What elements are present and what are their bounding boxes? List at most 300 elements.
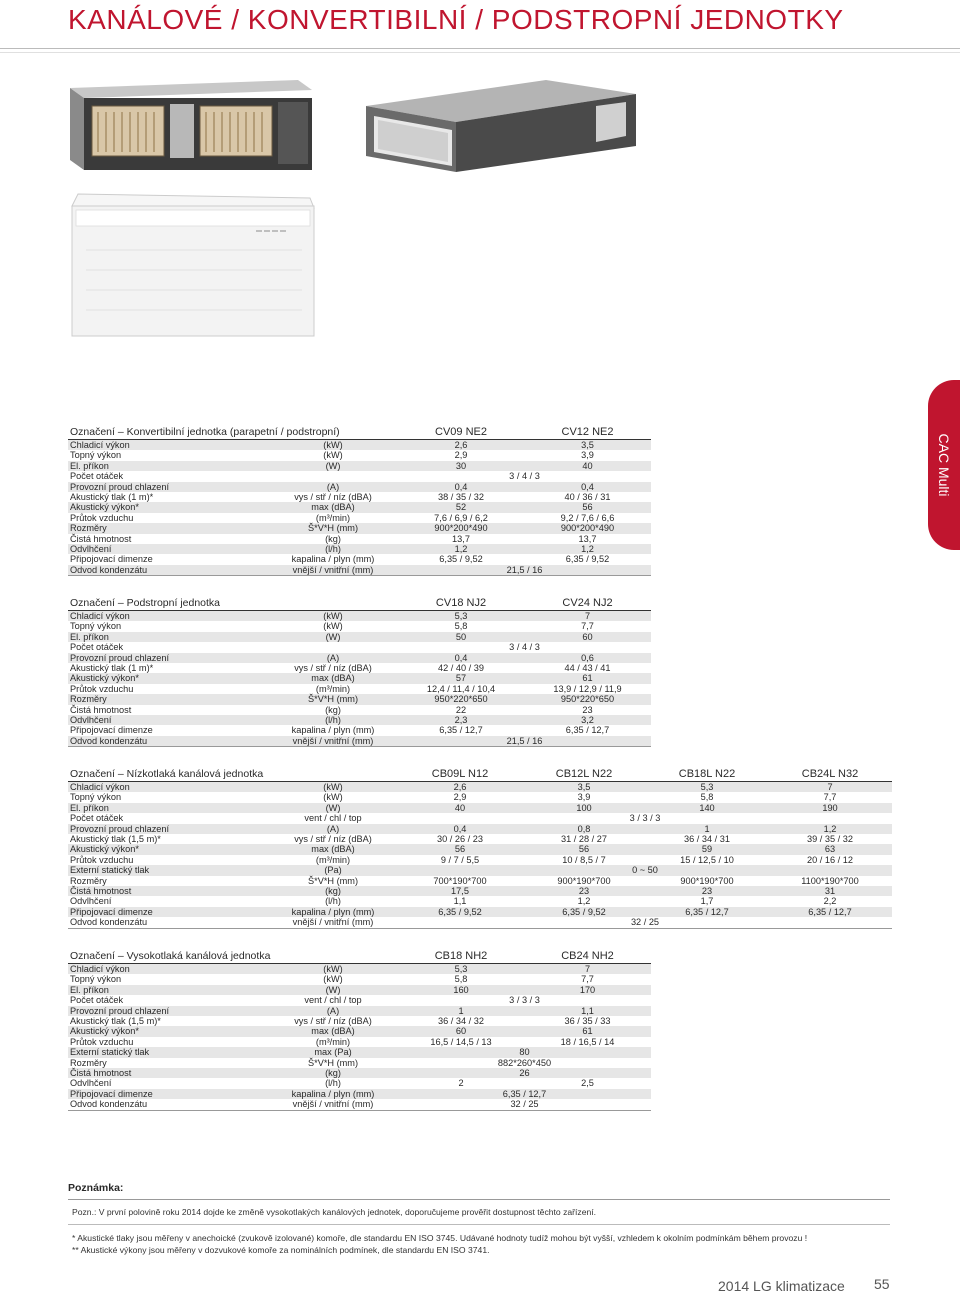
row-unit: (W) xyxy=(268,632,398,642)
table-row xyxy=(68,1058,651,1068)
row-label: Chladicí výkon xyxy=(68,964,268,975)
row-value: 5,3 xyxy=(398,964,524,975)
table-row xyxy=(68,684,651,694)
row-label: Akustický tlak (1 m)* xyxy=(70,492,154,503)
row-value: 0,4 xyxy=(398,482,524,492)
row-unit: (kW) xyxy=(268,964,398,975)
table-row xyxy=(68,523,651,533)
row-value: 36 / 34 / 32 xyxy=(438,1016,484,1027)
row-value: 5,3 xyxy=(398,611,524,622)
row-value: 7 xyxy=(524,964,651,975)
row-value: 900*200*490 xyxy=(398,523,524,533)
row-value: 1 xyxy=(646,824,768,834)
model-name: CV24 NJ2 xyxy=(524,597,651,611)
row-label: Akustický výkon* xyxy=(68,1026,268,1036)
row-value: 0,4 xyxy=(398,824,522,834)
row-value: 7,7 xyxy=(581,974,594,985)
title-divider xyxy=(0,48,960,49)
row-value: 42 / 40 / 39 xyxy=(438,663,484,674)
row-value: 36 / 35 / 33 xyxy=(564,1016,611,1027)
row-label: Počet otáček xyxy=(70,471,124,482)
table-row xyxy=(68,663,651,673)
row-label: Topný výkon xyxy=(70,450,122,461)
row-unit: vent / chl / top xyxy=(304,995,362,1006)
row-value: 3,9 xyxy=(581,450,594,461)
table-row xyxy=(68,673,651,683)
row-unit: Š*V*H (mm) xyxy=(268,694,398,704)
row-value: 6,35 / 9,52 xyxy=(522,907,646,917)
row-value: 17,5 xyxy=(398,886,522,896)
row-value: 1,1 xyxy=(524,1006,651,1016)
row-unit: vys / stř / níz (dBA) xyxy=(294,663,372,674)
row-unit: vys / stř / níz (dBA) xyxy=(294,1016,372,1027)
row-unit: (kg) xyxy=(325,533,341,544)
row-unit: kapalina / plyn (mm) xyxy=(291,725,375,736)
row-value: 10 / 8,5 / 7 xyxy=(562,854,606,865)
table-row xyxy=(68,632,651,642)
row-unit: (Pa) xyxy=(268,865,398,875)
row-value: 0 ~ 50 xyxy=(398,865,892,875)
row-value: 3,9 xyxy=(577,792,591,803)
row-value: 31 / 28 / 27 xyxy=(561,834,607,845)
row-value: 9 / 7 / 5,5 xyxy=(440,854,480,865)
row-label: Chladicí výkon xyxy=(68,611,268,622)
row-value: 13,9 / 12,9 / 11,9 xyxy=(553,683,622,694)
row-value: 32 / 25 xyxy=(398,1099,651,1110)
row-label: Rozměry xyxy=(70,875,107,886)
row-unit: (A) xyxy=(268,482,398,492)
table-header: Označení – Vysokotlaká kanálová jednotka xyxy=(70,950,271,962)
row-label: Odvlhčení xyxy=(68,715,268,725)
table-row xyxy=(68,705,651,715)
model-name: CB18L N22 xyxy=(646,768,768,782)
row-value: 2,2 xyxy=(823,896,837,907)
row-value: 23 xyxy=(582,704,593,715)
row-unit: max (dBA) xyxy=(268,1026,398,1036)
row-label: Průtok vzduchu xyxy=(70,854,134,865)
model-name: CB18 NH2 xyxy=(398,950,524,964)
row-value: 31 xyxy=(768,886,892,896)
row-label: Akustický tlak (1 m)* xyxy=(70,663,154,674)
row-value: 2,3 xyxy=(398,715,524,725)
row-value: 1,7 xyxy=(700,896,714,907)
table-row xyxy=(68,1099,651,1110)
row-value: 6,35 / 12,7 xyxy=(646,907,768,917)
row-value: 9,2 / 7,6 / 6,6 xyxy=(560,512,615,523)
row-value: 2,5 xyxy=(581,1078,594,1089)
table-row xyxy=(68,565,651,576)
row-label: Počet otáček xyxy=(70,642,124,653)
row-value: 6,35 / 9,52 xyxy=(439,554,483,565)
row-unit: (kW) xyxy=(323,621,343,632)
row-value: 140 xyxy=(646,803,768,813)
row-value: 2,6 xyxy=(398,782,522,793)
row-value: 30 / 26 / 23 xyxy=(437,834,483,845)
model-name: CB09L N12 xyxy=(398,768,522,782)
ducted-unit-image xyxy=(62,80,314,176)
table-row xyxy=(68,482,651,492)
row-value: 39 / 35 / 32 xyxy=(807,834,853,845)
page-number: 55 xyxy=(874,1276,890,1292)
row-value: 61 xyxy=(524,1026,651,1036)
row-label: Odvlhčení xyxy=(70,1078,112,1089)
row-label: El. příkon xyxy=(68,803,268,813)
row-value: 7 xyxy=(524,611,651,622)
row-unit: vys / stř / níz (dBA) xyxy=(294,834,372,845)
row-value: 5,3 xyxy=(646,782,768,793)
row-value: 23 xyxy=(522,886,646,896)
row-unit: vys / stř / níz (dBA) xyxy=(294,492,372,503)
table-row xyxy=(68,824,892,834)
row-label: Topný výkon xyxy=(70,621,122,632)
row-value: 57 xyxy=(398,673,524,683)
table-row xyxy=(68,782,892,793)
row-unit: (l/h) xyxy=(325,896,341,907)
table-row xyxy=(68,715,651,725)
title-divider-thin xyxy=(0,52,960,53)
row-unit: (m³/min) xyxy=(315,1036,351,1047)
footer-brand: 2014 LG klimatizace xyxy=(718,1278,845,1294)
row-label: Provozní proud chlazení xyxy=(68,482,268,492)
row-unit: (kW) xyxy=(323,792,343,803)
row-label: Počet otáček xyxy=(70,995,124,1006)
row-unit: (A) xyxy=(268,1006,398,1016)
row-unit: max (dBA) xyxy=(268,673,398,683)
row-value: 2,9 xyxy=(454,450,468,461)
row-value: 3 / 4 / 3 xyxy=(509,642,540,653)
table-row xyxy=(68,1016,651,1026)
row-label: Připojovací dimenze xyxy=(68,907,268,917)
row-value: 170 xyxy=(524,985,651,995)
row-unit: vent / chl / top xyxy=(304,813,362,824)
row-value: 0,4 xyxy=(398,653,524,663)
row-value: 7,6 / 6,9 / 6,2 xyxy=(434,512,488,523)
row-unit: (kW) xyxy=(268,782,398,793)
row-value: 190 xyxy=(768,803,892,813)
row-unit: (m³/min) xyxy=(315,512,351,523)
row-label: Čistá hmotnost xyxy=(68,1068,268,1078)
table-row xyxy=(68,694,651,704)
row-value: 40 / 36 / 31 xyxy=(564,492,611,503)
row-label: Akustický výkon* xyxy=(68,673,268,683)
table-row xyxy=(68,1089,651,1099)
row-unit: vnější / vnitřní (mm) xyxy=(268,736,398,747)
row-value: 5,8 xyxy=(700,792,714,803)
row-unit xyxy=(268,642,398,652)
model-name: CV12 NE2 xyxy=(524,426,651,440)
row-value: 6,35 / 12,7 xyxy=(768,907,892,917)
table-row xyxy=(68,544,651,554)
table-row xyxy=(68,554,651,564)
table-row xyxy=(68,917,892,928)
spec-table-low-pressure-duct xyxy=(68,768,892,929)
row-unit: (l/h) xyxy=(325,1078,341,1089)
row-label: Čistá hmotnost xyxy=(68,886,268,896)
page-title: KANÁLOVÉ / KONVERTIBILNÍ / PODSTROPNÍ JEDNOTKY xyxy=(68,4,844,35)
row-value: 882*260*450 xyxy=(497,1057,552,1068)
row-unit: max (dBA) xyxy=(268,844,398,854)
row-value: 7 xyxy=(768,782,892,793)
model-name: CB24 NH2 xyxy=(524,950,651,964)
row-value: 3 / 3 / 3 xyxy=(509,995,540,1006)
table-row xyxy=(68,985,651,995)
row-unit: (kg) xyxy=(325,704,341,715)
row-value: 950*220*650 xyxy=(524,694,651,704)
row-value: 160 xyxy=(398,985,524,995)
row-label: Průtok vzduchu xyxy=(70,512,134,523)
row-value: 6,35 / 12,7 xyxy=(398,1089,651,1099)
row-label: Chladicí výkon xyxy=(68,440,268,451)
table-row xyxy=(68,886,892,896)
row-label: Topný výkon xyxy=(70,792,122,803)
row-unit: vnější / vnitřní (mm) xyxy=(268,1099,398,1110)
row-value: 3,5 xyxy=(524,440,651,451)
row-value: 950*220*650 xyxy=(398,694,524,704)
table-row xyxy=(68,502,651,512)
row-value: 56 xyxy=(398,844,522,854)
row-value: 7,7 xyxy=(823,792,837,803)
table-row xyxy=(68,1068,651,1078)
row-unit: (kW) xyxy=(323,450,343,461)
row-value: 21,5 / 16 xyxy=(398,736,651,747)
table-row xyxy=(68,896,892,906)
table-row xyxy=(68,642,651,652)
table-row xyxy=(68,844,892,854)
model-name: CV09 NE2 xyxy=(398,426,524,440)
row-value: 15 / 12,5 / 10 xyxy=(680,854,734,865)
row-value: 2,6 xyxy=(398,440,524,451)
row-value: 3 / 3 / 3 xyxy=(629,813,661,824)
table-row xyxy=(68,876,892,886)
row-value: 1100*190*700 xyxy=(801,875,859,886)
row-label: Odvod kondenzátu xyxy=(68,1099,268,1110)
row-value: 700*190*700 xyxy=(433,875,487,886)
side-tab-label: CAC Multi xyxy=(936,433,952,497)
row-unit: vnější / vnitřní (mm) xyxy=(268,565,398,576)
row-label: Odvlhčení xyxy=(68,544,268,554)
table-row xyxy=(68,461,651,471)
row-value: 44 / 43 / 41 xyxy=(564,663,611,674)
row-label: Topný výkon xyxy=(70,974,122,985)
row-unit: (l/h) xyxy=(268,544,398,554)
table-row xyxy=(68,440,651,451)
spec-table-high-pressure-duct xyxy=(68,950,651,1111)
row-label: Rozměry xyxy=(68,523,268,533)
row-value: 26 xyxy=(398,1068,651,1078)
row-unit: vnější / vnitřní (mm) xyxy=(268,917,398,928)
row-value: 3,5 xyxy=(522,782,646,793)
row-value: 900*190*700 xyxy=(557,875,611,886)
table-row xyxy=(68,1006,651,1016)
spec-table-ceiling xyxy=(68,597,651,747)
model-name: CB12L N22 xyxy=(522,768,646,782)
row-value: 52 xyxy=(398,502,524,512)
table-row xyxy=(68,813,892,823)
table-row xyxy=(68,492,651,502)
row-unit: (A) xyxy=(268,824,398,834)
row-value: 61 xyxy=(524,673,651,683)
row-value: 6,35 / 9,52 xyxy=(565,554,610,565)
row-unit: (W) xyxy=(268,461,398,471)
row-value: 6,35 / 12,7 xyxy=(439,725,483,736)
table-row xyxy=(68,471,651,481)
row-label: Akustický výkon* xyxy=(68,844,268,854)
row-value: 6,35 / 9,52 xyxy=(398,907,522,917)
row-value: 60 xyxy=(398,1026,524,1036)
row-label: Připojovací dimenze xyxy=(68,1089,268,1099)
row-value: 900*200*490 xyxy=(524,523,651,533)
row-value: 18 / 16,5 / 14 xyxy=(560,1036,615,1047)
model-name: CV18 NJ2 xyxy=(398,597,524,611)
row-unit: max (dBA) xyxy=(268,502,398,512)
row-label: Průtok vzduchu xyxy=(70,1036,134,1047)
row-unit: (kW) xyxy=(323,974,343,985)
table-row xyxy=(68,834,892,844)
row-label: Akustický tlak (1,5 m)* xyxy=(70,834,161,845)
table-row xyxy=(68,792,892,802)
table-row xyxy=(68,1026,651,1036)
table-header: Označení – Podstropní jednotka xyxy=(68,597,268,611)
note-line: Pozn.: V první polovině roku 2014 dojde ke změně vysokotlakých kanálových jednotek, doporučujeme prověřit dostupnost těchto zařízení. xyxy=(72,1207,597,1217)
table-row xyxy=(68,653,651,663)
row-unit: (m³/min) xyxy=(315,854,351,865)
row-value: 23 xyxy=(646,886,768,896)
row-value: 0,4 xyxy=(524,482,651,492)
row-label: Odvod kondenzátu xyxy=(68,565,268,576)
table-row xyxy=(68,450,651,460)
row-value: 1,2 xyxy=(577,896,591,907)
table-row xyxy=(68,995,651,1005)
notes-divider xyxy=(68,1199,890,1200)
row-value: 2,9 xyxy=(453,792,467,803)
table-row xyxy=(68,736,651,747)
row-label: Akustický výkon* xyxy=(68,502,268,512)
table-row xyxy=(68,725,651,735)
row-unit: Š*V*H (mm) xyxy=(268,523,398,533)
row-value: 1,2 xyxy=(398,544,524,554)
row-value: 2 xyxy=(458,1078,464,1089)
row-unit: kapalina / plyn (mm) xyxy=(268,1089,398,1099)
row-label: Chladicí výkon xyxy=(68,782,268,793)
low-profile-duct-image xyxy=(356,76,638,184)
table-row xyxy=(68,1047,651,1057)
table-row xyxy=(68,513,651,523)
side-tab xyxy=(928,380,960,550)
table-row xyxy=(68,803,892,813)
row-value: 50 xyxy=(398,632,524,642)
notes-divider-2 xyxy=(68,1224,890,1225)
row-label: Čistá hmotnost xyxy=(70,704,132,715)
row-value: 22 xyxy=(455,704,467,715)
row-label: Externí statický tlak xyxy=(68,1047,268,1057)
row-unit: kapalina / plyn (mm) xyxy=(268,907,398,917)
table-row xyxy=(68,621,651,631)
row-value: 1,2 xyxy=(524,544,651,554)
row-value: 38 / 35 / 32 xyxy=(438,492,484,503)
row-label: Odvod kondenzátu xyxy=(68,736,268,747)
model-name: CB24L N32 xyxy=(768,768,892,782)
row-unit: (A) xyxy=(268,653,398,663)
spec-table-convertible xyxy=(68,426,651,576)
notes-title: Poznámka: xyxy=(68,1182,124,1194)
row-unit xyxy=(268,471,398,481)
row-value: 80 xyxy=(398,1047,651,1057)
row-unit: (kW) xyxy=(268,611,398,622)
row-value: 0,8 xyxy=(522,824,646,834)
table-row xyxy=(68,611,651,622)
row-value: 3,2 xyxy=(524,715,651,725)
row-value: 13,7 xyxy=(452,533,470,544)
row-label: Čistá hmotnost xyxy=(70,533,132,544)
table-row xyxy=(68,865,892,875)
row-label: El. příkon xyxy=(68,985,268,995)
row-value: 12,4 / 11,4 / 10,4 xyxy=(426,683,496,694)
row-value: 40 xyxy=(398,803,522,813)
row-value: 1,2 xyxy=(768,824,892,834)
row-value: 100 xyxy=(522,803,646,813)
row-value: 40 xyxy=(524,461,651,471)
table-row xyxy=(68,534,651,544)
row-label: El. příkon xyxy=(68,461,268,471)
row-unit: (kg) xyxy=(268,886,398,896)
row-label: Počet otáček xyxy=(70,813,124,824)
row-value: 3 / 4 / 3 xyxy=(509,471,540,482)
row-unit: (W) xyxy=(268,985,398,995)
row-value: 1 xyxy=(398,1006,524,1016)
table-row xyxy=(68,964,651,975)
row-value: 16,5 / 14,5 / 13 xyxy=(430,1036,492,1047)
row-value: 5,8 xyxy=(454,974,468,985)
row-label: Připojovací dimenze xyxy=(70,554,153,565)
table-header: Označení – Nízkotlaká kanálová jednotka xyxy=(68,768,268,782)
row-value: 1,1 xyxy=(453,896,467,907)
note-line: ** Akustické výkony jsou měřeny v dozvukové komoře za nominálních podmínek, dle standardu EN ISO 3741. xyxy=(72,1245,490,1255)
row-value: 20 / 16 / 12 xyxy=(807,854,853,865)
row-unit: kapalina / plyn (mm) xyxy=(291,554,375,565)
row-value: 63 xyxy=(768,844,892,854)
row-unit: (W) xyxy=(268,803,398,813)
row-value: 36 / 34 / 31 xyxy=(684,834,730,845)
row-unit: (m³/min) xyxy=(315,683,351,694)
table-row xyxy=(68,855,892,865)
row-value: 7,7 xyxy=(581,621,594,632)
row-label: Externí statický tlak xyxy=(68,865,268,875)
row-label: Připojovací dimenze xyxy=(70,725,153,736)
row-value: 5,8 xyxy=(454,621,468,632)
row-label: Akustický tlak (1,5 m)* xyxy=(70,1016,161,1027)
row-label: Průtok vzduchu xyxy=(70,683,134,694)
row-value: 6,35 / 12,7 xyxy=(565,725,610,736)
row-value: 21,5 / 16 xyxy=(398,565,651,576)
row-unit: (l/h) xyxy=(268,715,398,725)
row-unit: Š*V*H (mm) xyxy=(307,1057,359,1068)
row-value: 30 xyxy=(398,461,524,471)
row-value: 0,6 xyxy=(524,653,651,663)
row-value: 32 / 25 xyxy=(398,917,892,928)
note-line: * Akustické tlaky jsou měřeny v anechoické (zvukově izolované) komoře, dle standardu EN ISO 3745. Udávané hodnoty tudíž mohou být vyšší, vzhledem k okolním podmínkám během provozu ! xyxy=(72,1233,808,1243)
row-unit: (kW) xyxy=(268,440,398,451)
table-row xyxy=(68,1037,651,1047)
row-value: 60 xyxy=(524,632,651,642)
row-value: 56 xyxy=(524,502,651,512)
row-value: 13,7 xyxy=(578,533,597,544)
row-label: Rozměry xyxy=(70,1057,107,1068)
row-label: Provozní proud chlazení xyxy=(68,653,268,663)
table-row xyxy=(68,1078,651,1088)
row-unit: (kg) xyxy=(268,1068,398,1078)
row-unit: max (Pa) xyxy=(268,1047,398,1057)
row-label: Provozní proud chlazení xyxy=(68,824,268,834)
